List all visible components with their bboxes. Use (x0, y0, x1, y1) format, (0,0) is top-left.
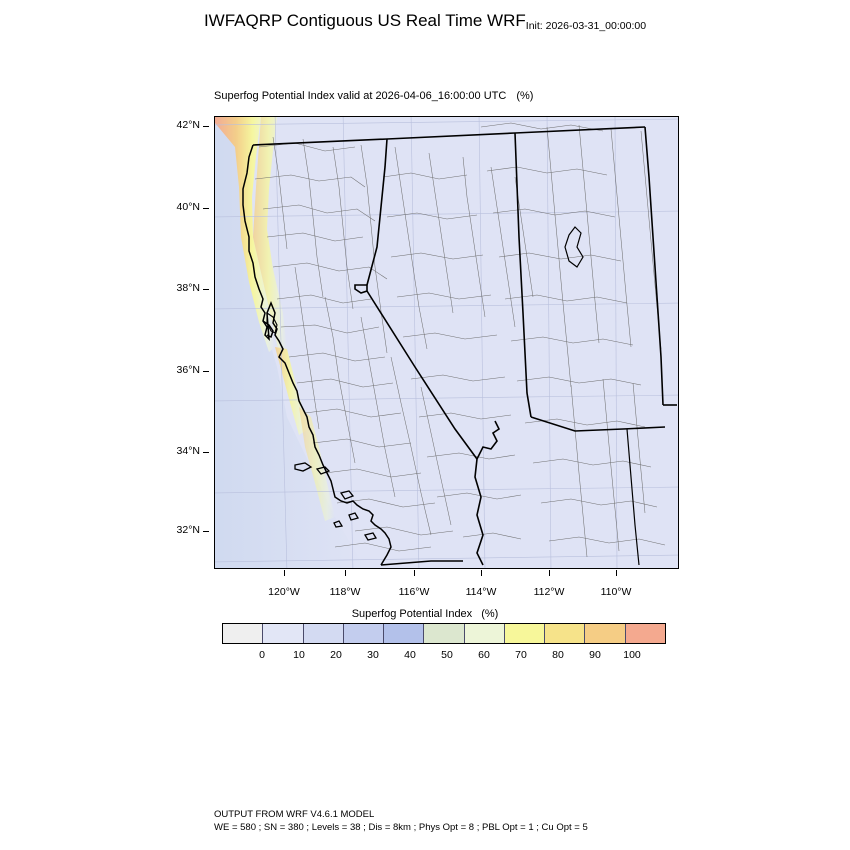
x-axis-label-5: 110°W (600, 586, 632, 598)
footer-line-2: WE = 580 ; SN = 380 ; Levels = 38 ; Dis = 8km ; Phys Opt = 8 ; PBL Opt = 1 ; Cu Opt = 5 (214, 822, 588, 833)
y-axis-label-5: 32°N (176, 524, 200, 536)
colorbar-tick-0: 0 (259, 649, 265, 661)
footer-line-1: OUTPUT FROM WRF V4.6.1 MODEL (214, 809, 375, 820)
colorbar (222, 623, 666, 644)
colorbar-tick-2: 20 (330, 649, 342, 661)
init-time-label: Init: 2026-03-31_00:00:00 (525, 20, 647, 32)
y-axis-label-3: 36°N (176, 364, 200, 376)
colorbar-tick-4: 40 (404, 649, 416, 661)
x-tick-3 (481, 570, 482, 576)
y-axis-label-2: 38°N (176, 282, 200, 294)
x-tick-1 (345, 570, 346, 576)
x-axis-label-2: 116°W (398, 586, 430, 598)
colorbar-tick-6: 60 (478, 649, 490, 661)
x-axis-label-3: 114°W (465, 586, 497, 598)
colorbar-tick-10: 100 (623, 649, 641, 661)
colorbar-cell-5 (424, 624, 464, 643)
colorbar-tick-5: 50 (441, 649, 453, 661)
x-axis-label-1: 118°W (329, 586, 361, 598)
page-title (0, 11, 850, 31)
y-tick-2 (203, 289, 209, 290)
colorbar-cell-3 (344, 624, 384, 643)
x-tick-0 (284, 570, 285, 576)
colorbar-tick-9: 90 (589, 649, 601, 661)
y-tick-1 (203, 208, 209, 209)
colorbar-cell-10 (626, 624, 665, 643)
colorbar-cell-1 (263, 624, 303, 643)
colorbar-cell-4 (384, 624, 424, 643)
colorbar-title (0, 608, 850, 620)
x-tick-4 (549, 570, 550, 576)
colorbar-cell-6 (465, 624, 505, 643)
colorbar-tick-8: 80 (552, 649, 564, 661)
colorbar-tick-labels (222, 649, 666, 665)
colorbar-tick-3: 30 (367, 649, 379, 661)
footer (214, 808, 588, 834)
colorbar-tick-7: 70 (515, 649, 527, 661)
colorbar-cell-2 (304, 624, 344, 643)
y-tick-3 (203, 371, 209, 372)
map-plot-area[interactable] (214, 116, 679, 569)
plot-title-units: (%) (516, 90, 534, 102)
colorbar-cell-8 (545, 624, 585, 643)
y-axis-label-4: 34°N (176, 445, 200, 457)
x-axis-label-0: 120°W (268, 586, 300, 598)
y-axis-label-1: 40°N (176, 201, 200, 213)
colorbar-cell-7 (505, 624, 545, 643)
colorbar-title-text: Superfog Potential Index (351, 608, 473, 620)
plot-title (214, 90, 533, 102)
y-tick-4 (203, 452, 209, 453)
colorbar-cell-9 (585, 624, 625, 643)
colorbar-units: (%) (481, 608, 499, 620)
colorbar-tick-1: 10 (293, 649, 305, 661)
y-tick-0 (203, 126, 209, 127)
plot-title-text: Superfog Potential Index valid at 2026-04-06_16:00:00 UTC (214, 90, 507, 102)
x-tick-5 (616, 570, 617, 576)
y-axis-label-0: 42°N (176, 119, 200, 131)
x-axis-label-4: 112°W (533, 586, 565, 598)
colorbar-cell-0 (223, 624, 263, 643)
map-graphic (215, 117, 678, 568)
y-tick-5 (203, 531, 209, 532)
model-title: IWFAQRP Contiguous US Real Time WRF (203, 11, 526, 30)
x-tick-2 (414, 570, 415, 576)
